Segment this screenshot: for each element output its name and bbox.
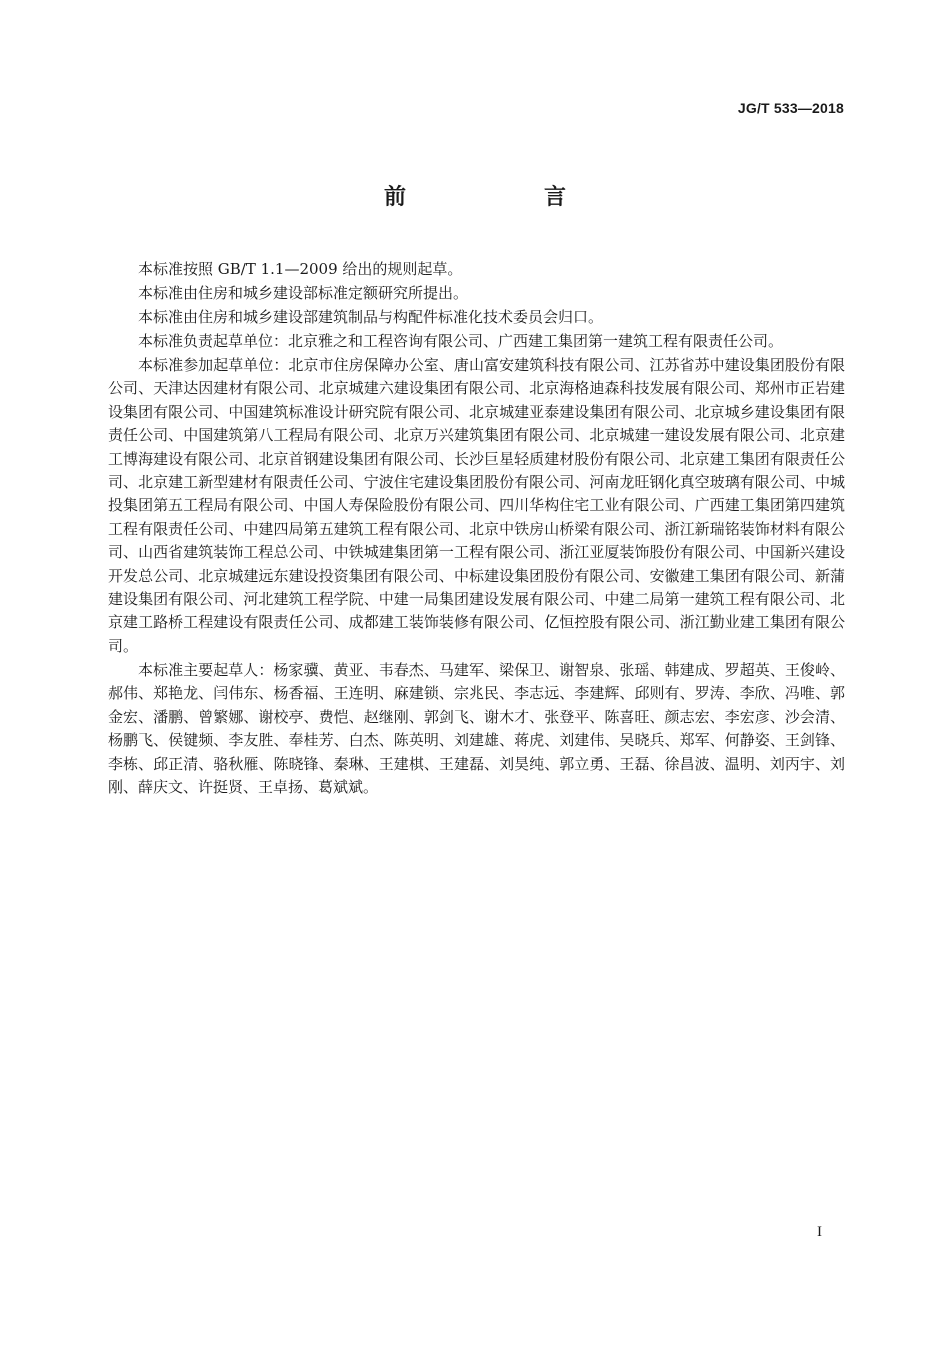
page-number: I [817, 1224, 822, 1240]
paragraph-main-drafters: 本标准主要起草人：杨家骥、黄亚、韦春杰、马建军、梁保卫、谢智泉、张瑶、韩建成、罗超英、王俊岭、郝伟、郑艳龙、闫伟东、杨香福、王连明、麻建锁、宗兆民、李志远、李建辉、邱则有、罗涛、李欣、冯唯、郭金宏、潘鹏、曾繁娜、谢校亭、费恺、赵继刚、郭剑飞、谢木才、张登平、陈喜旺、颜志宏、李宏彦、沙会清、杨鹏飞、侯键频、李友胜、奉桂芳、白杰、陈英明、刘建雄、蒋虎、刘建伟、吴晓兵、郑军、何静姿、王剑锋、李栋、邱正清、骆秋雁、陈晓锋、秦琳、王建棋、王建磊、刘昊纯、郭立勇、王磊、徐昌波、温明、刘丙宇、刘刚、薛庆文、许挺贤、王卓扬、葛斌斌。 [108, 660, 845, 796]
paragraph-participating-units: 本标准参加起草单位：北京市住房保障办公室、唐山富安建筑科技有限公司、江苏省苏中建设集团股份有限公司、天津达因建材有限公司、北京城建六建设集团有限公司、北京海格迪森科技发展有限公司、郑州市正岩建设集团有限公司、中国建筑标准设计研究院有限公司、北京城建亚泰建设集团有限公司、北京城乡建设集团有限责任公司、中国建筑第八工程局有限公司、北京万兴建筑集团有限公司、北京城建一建设发展有限公司、北京建工博海建设有限公司、北京首钢建设集团有限公司、长沙巨星轻质建材股份有限公司、北京建工集团有限责任公司、北京建工新型建材有限责任公司、宁波住宅建设集团股份有限公司、河南龙旺钢化真空玻璃有限公司、中城投集团第五工程局有限公司、中国人寿保险股份有限公司、四川华构住宅工业有限公司、广西建工集团第四建筑工程有限责任公司、中建四局第五建筑工程有限公司、北京中铁房山桥梁有限公司、浙江新瑞铭装饰材料有限公司、山西省建筑装饰工程总公司、中铁城建集团第一工程有限公司、浙江亚厦装饰股份有限公司、中国新兴建设开发总公司、北京城建远东建设投资集团有限公司、中标建设集团股份有限公司、安徽建工集团有限公司、新蒲建设集团有限公司、河北建筑工程学院、中建一局集团建设发展有限公司、中建二局第一建筑工程有限公司、北京建工路桥工程建设有限责任公司、成都建工装饰装修有限公司、亿恒控股有限公司、浙江勤业建工集团有限公司。 [108, 356, 845, 655]
foreword-body [108, 258, 845, 800]
paragraph-drafting-rules: 本标准按照 GB/T 1.1—2009 给出的规则起草。 [138, 260, 463, 278]
paragraph-lead-drafting-units: 本标准负责起草单位：北京雅之和工程咨询有限公司、广西建工集团第一建筑工程有限责任公司。 [138, 332, 784, 350]
document-code: JG/T 533—2018 [737, 100, 844, 116]
paragraph-proposer: 本标准由住房和城乡建设部标准定额研究所提出。 [138, 284, 469, 302]
paragraph-centralized-by: 本标准由住房和城乡建设部建筑制品与构配件标准化技术委员会归口。 [138, 308, 604, 326]
page-title: 前 言 [383, 185, 624, 210]
